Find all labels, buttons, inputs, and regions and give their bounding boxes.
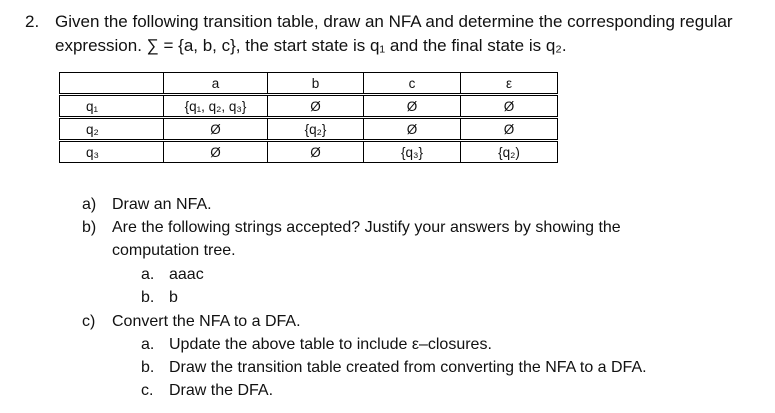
- header-cell-b: b: [268, 73, 364, 95]
- table-cell: Ø: [461, 118, 558, 141]
- part-b-sub-a-text: aaac: [169, 266, 204, 283]
- part-c-label: c): [82, 313, 96, 330]
- header-cell-c: c: [364, 73, 461, 95]
- table-row: [60, 141, 558, 163]
- table-row: [60, 118, 558, 141]
- part-c-sub-a-label: a.: [141, 336, 155, 353]
- part-c-sub-c-label: c.: [141, 382, 154, 399]
- table-cell: {q₃}: [364, 141, 461, 163]
- transition-table: [59, 72, 558, 163]
- part-b-sub-a-label: a.: [141, 266, 155, 283]
- part-b-text-line-1: Are the following strings accepted? Justify your answers by showing the: [112, 219, 621, 236]
- table-cell: Ø: [364, 95, 461, 118]
- part-c-sub-a-text: Update the above table to include ε–closures.: [169, 336, 492, 353]
- part-a-label: a): [82, 196, 97, 213]
- question-text-line-2: expression. ∑ = {a, b, c}, the start state is q₁ and the final state is q₂.: [55, 36, 567, 55]
- table-cell: Ø: [364, 118, 461, 141]
- table-cell: Ø: [268, 141, 364, 163]
- part-b-sub-b-text: b: [169, 289, 178, 306]
- question-text-line-1: Given the following transition table, draw an NFA and determine the corresponding regular: [55, 12, 733, 31]
- table-cell: Ø: [164, 118, 268, 141]
- part-b-sub-b-label: b.: [141, 289, 155, 306]
- header-cell-epsilon: ε: [461, 73, 558, 95]
- table-row: [60, 95, 558, 118]
- header-cell-state: [60, 73, 164, 95]
- table-cell: Ø: [461, 95, 558, 118]
- table-cell: {q₂}: [268, 118, 364, 141]
- table-cell: {q₁, q₂, q₃}: [164, 95, 268, 118]
- state-cell: q₂: [60, 118, 164, 141]
- table-cell: Ø: [268, 95, 364, 118]
- part-c-sub-c-text: Draw the DFA.: [169, 382, 274, 399]
- part-c-sub-b-label: b.: [141, 359, 155, 376]
- part-b-label: b): [82, 219, 97, 236]
- state-cell: q₃: [60, 141, 164, 163]
- part-c-sub-b-text: Draw the transition table created from converting the NFA to a DFA.: [169, 359, 647, 376]
- state-cell: q₁: [60, 95, 164, 118]
- question-number: 2.: [25, 12, 40, 31]
- part-c-text: Convert the NFA to a DFA.: [112, 313, 301, 330]
- header-cell-a: a: [164, 73, 268, 95]
- part-a-text: Draw an NFA.: [112, 196, 212, 213]
- table-cell: {q₂): [461, 141, 558, 163]
- part-b-text-line-2: computation tree.: [112, 242, 236, 259]
- table-cell: Ø: [164, 141, 268, 163]
- table-header-row: [60, 73, 558, 95]
